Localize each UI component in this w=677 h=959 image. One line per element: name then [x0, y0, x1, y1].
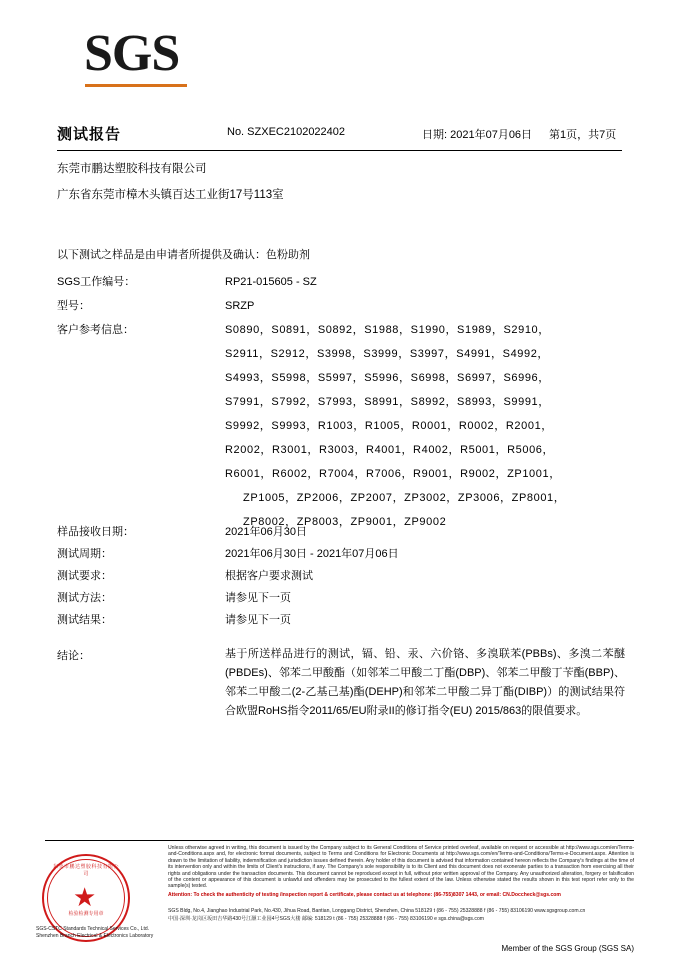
page-footer [0, 840, 677, 959]
company-address: 广东省东莞市樟木头镇百达工业街17号113室 [57, 189, 284, 201]
field-row-conclusion [57, 645, 627, 721]
list-item: S4993，S5998，S5997，S5996，S6998，S6997，S6996， [225, 372, 550, 384]
field-row [57, 565, 627, 587]
field-label: 测试周期： [57, 548, 112, 560]
field-value: 请参见下一页 [225, 592, 291, 604]
field-label: 测试方法： [57, 592, 112, 604]
report-page-count: 第1页，共7页 [549, 129, 617, 141]
conclusion-text: 基于所送样品进行的测试，镉、铅、汞、六价铬、多溴联苯(PBBs)、多溴二苯醚(PBDEs)、邻苯二甲酸酯（如邻苯二甲酸二丁酯(DBP)、邻苯二甲酸丁苄酯(BBP)、邻苯二甲酸二(2-乙基己基)酯(DEHP)和邻苯二甲酸二异丁酯(DIBP)）的测试结果符合欧盟RoHS指令2011/65/EU附录II的修订指令(EU) 2015/863的限值要求。 [225, 648, 625, 717]
footer-address-line: SGS Bldg, No.4, Jianghao Industrial Park, No.430, Jihua Road, Bantian, Longgang District, Shenzhen, China 518129 t (86 - 755) 25328888 f (86 - 755) 83106190 www.sgsgroup.com.cn [168, 908, 586, 914]
field-label: SGS工作编号： [57, 276, 136, 288]
stamp-mid-text: 检验检测专用章 [68, 911, 104, 917]
footer-attention-text: Attention: To check the authenticity of testing /inspection report & certificate, please contact us at telephone: (86-755)8307 1443, or email: CN.Doccheck@sgs.com [168, 891, 561, 898]
field-list-lower [57, 521, 627, 721]
footer-address-block [168, 908, 634, 923]
list-item: ZP8002，ZP8003，ZP9001，ZP9002 [243, 516, 447, 528]
field-label: 结论： [57, 650, 90, 662]
field-row [57, 294, 627, 318]
footer-member-line: Member of the SGS Group (SGS SA) [501, 944, 634, 953]
sgs-logo-text: SGS [84, 25, 180, 82]
stamp-top-text: 东莞市鹏达塑胶科技有限公司 [52, 864, 119, 877]
report-header-row [57, 123, 622, 147]
field-row [57, 609, 627, 631]
sgs-logo [84, 26, 284, 96]
customer-ref-values [225, 318, 565, 534]
list-item: R6001，R6002，R7004，R7006，R9001，R9002，ZP1001， [225, 468, 561, 480]
star-icon: ★ [73, 882, 97, 912]
company-name: 东莞市鹏达塑胶科技有限公司 [57, 163, 207, 175]
field-value: SRZP [225, 300, 255, 312]
sample-statement: 以下测试之样品是由申请者所提供及确认：色粉助剂 [57, 249, 310, 261]
field-row [57, 543, 627, 565]
field-label: 型号： [57, 300, 90, 312]
field-row [57, 270, 627, 294]
field-label: 客户参考信息： [57, 324, 134, 336]
field-value: 2021年06月30日 [225, 526, 307, 538]
field-value: 请参见下一页 [225, 614, 291, 626]
footer-entity-label: SGS-CSTC Standards Technical Services Co., Ltd. Shenzhen Branch Electrical & Electronics Laboratory [36, 926, 154, 939]
report-date: 日期: 2021年07月06日 [422, 129, 533, 141]
field-row-customer-ref [57, 318, 627, 534]
header-divider [57, 150, 622, 151]
field-label: 测试结果： [57, 614, 112, 626]
field-value: 根据客户要求测试 [225, 570, 313, 582]
field-label: 样品接收日期： [57, 526, 134, 538]
list-item: S2911，S2912，S3998，S3999，S3997，S4991，S4992， [225, 348, 550, 360]
field-value: RP21-015605 - SZ [225, 276, 317, 288]
list-item: S0890，S0891，S0892，S1988，S1990，S1989，S2910， [225, 324, 550, 336]
footer-legal-text [168, 845, 634, 898]
field-row [57, 521, 627, 543]
list-item: S9992，S9993，R1003，R1005，R0001，R0002，R2001， [225, 420, 553, 432]
field-list-upper [57, 270, 627, 534]
footer-address-line: 中国·深圳·龙岗区坂田吉华路430号江灏工业园4号SGS大楼 邮编: 518129 t (86 - 755) 25328888 f (86 - 755) 83106190 e sgs.china@sgs.com [168, 915, 485, 922]
page-title: 测试报告 [57, 126, 122, 143]
field-value: 2021年06月30日 - 2021年07月06日 [225, 548, 399, 560]
legal-paragraph: Unless otherwise agreed in writing, this document is issued by the Company subject to its General Conditions of Service printed overleaf, available on request or accessible at http://www.sgs.com/en/Terms-and-Conditions.aspx and, for electronic format documents, subject to Terms and Conditions for Electronic Documents at http://www.sgs.com/en/Terms-and-Conditions/Terms-e-Document.aspx. Attention is drawn to the limitation of liability, indemnification and jurisdiction issues defined therein. Any holder of this document is advised that information contained hereon reflects the Company's findings at the time of its intervention only and within the limits of Client's instructions, if any. The Company's sole responsibility is to its Client and this document does not exonerate parties to a transaction from exercising all their rights and obligations under the transaction documents. This document cannot be reproduced except in full, without prior written approval of the Company. Any unauthorized alteration, forgery or falsification of the content or appearance of this document is unlawful and offenders may be prosecuted to the fullest extent of the law. Unless otherwise stated the results shown in this test report refer only to the sample(s) tested. [168, 845, 634, 890]
report-number: No. SZXEC2102022402 [227, 126, 346, 138]
list-item: ZP1005，ZP2006，ZP2007，ZP3002，ZP3006，ZP8001， [243, 492, 566, 504]
list-item: S7991，S7992，S7993，S8991，S8992，S8993，S9991， [225, 396, 550, 408]
field-row [57, 587, 627, 609]
footer-divider [45, 840, 634, 841]
list-item: R2002，R3001，R3003，R4001，R4002，R5001，R5006， [225, 444, 555, 456]
field-label: 测试要求： [57, 570, 112, 582]
sgs-logo-bar [85, 84, 187, 87]
